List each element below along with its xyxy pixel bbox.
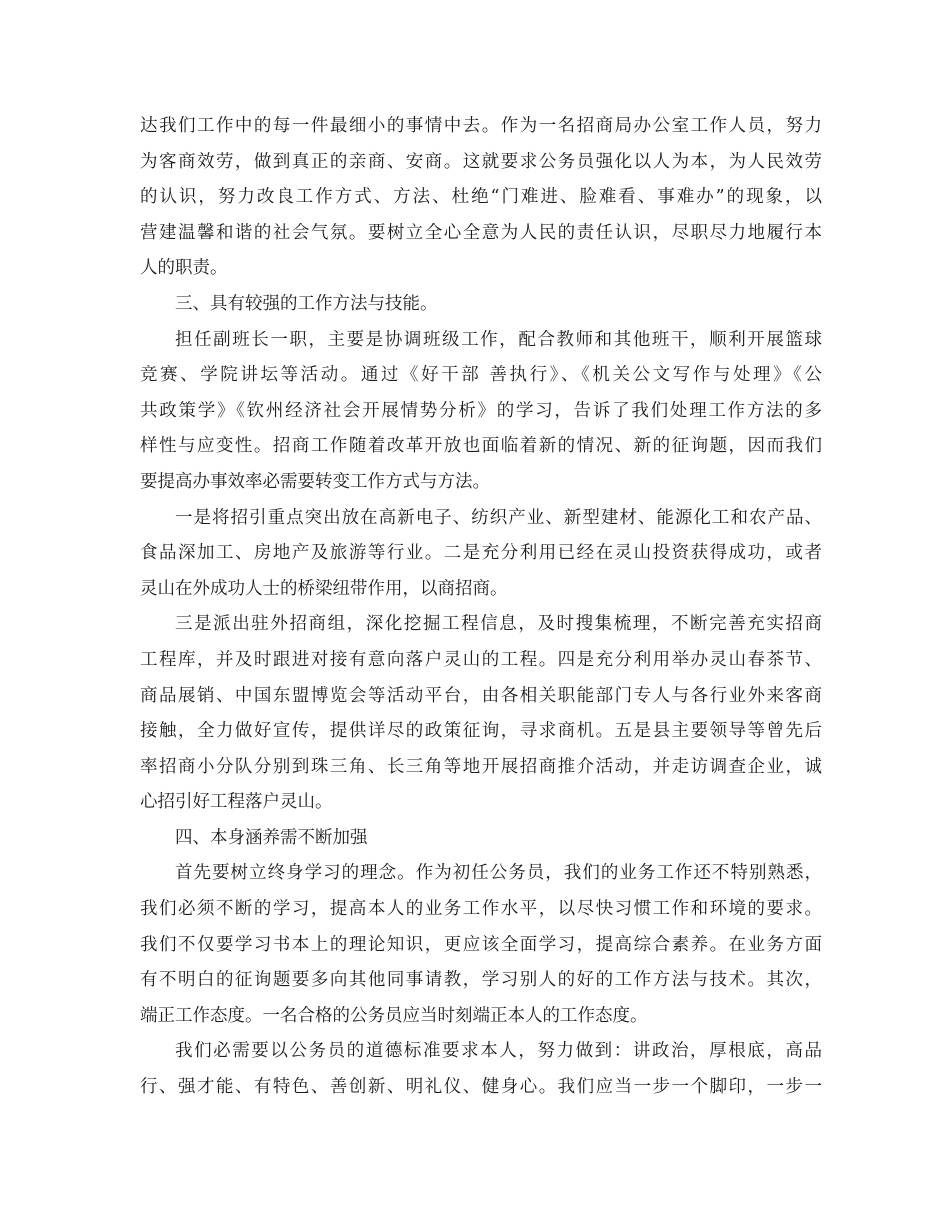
text-line: 工程库，并及时跟进对接有意向落户灵山的工程。四是充分利用举办灵山春茶节、 [140,649,822,670]
text-line: 有不明白的征询题要多向其他同事请教，学习别人的好的工作方法与技术。其次， [140,970,822,991]
text-line: 首先要树立终身学习的理念。作为初任公务员，我们的业务工作还不特别熟悉， [175,863,822,884]
text-line: 为客商效劳，做到真正的亲商、安商。这就要求公务员强化以人为本，为人民效劳 [140,151,822,172]
text-line: 我们必需要以公务员的道德标准要求本人，努力做到：讲政治，厚根底，高品 [175,1041,822,1062]
text-line: 人的职责。 [140,258,228,279]
text-line: 三是派出驻外招商组，深化挖掘工程信息，及时搜集梳理，不断完善充实招商 [175,614,822,635]
text-line: 行、强才能、有特色、善创新、明礼仪、健身心。我们应当一步一个脚印，一步一 [140,1077,822,1098]
text-line: 达我们工作中的每一件最细小的事情中去。作为一名招商局办公室工作人员，努力 [140,116,822,136]
text-line: 样性与应变性。招商工作随着改革开放也面临着新的情况、新的征询题，因而我们 [140,436,822,457]
text-line: 我们不仅要学习书本上的理论知识，更应该全面学习，提高综合素养。在业务方面 [140,934,822,955]
text-line: 接触，全力做好宣传，提供详尽的政策征询，寻求商机。五是县主要领导等曾先后 [140,721,822,742]
text-line: 担任副班长一职，主要是协调班级工作，配合教师和其他班干，顺利开展篮球 [175,329,822,350]
text-line: 一是将招引重点突出放在高新电子、纺织产业、新型建材、能源化工和农产品、 [175,507,822,528]
text-line: 四、本身涵养需不断加强 [175,827,368,848]
text-line: 心招引好工程落户灵山。 [140,792,333,813]
text-line: 营建温馨和谐的社会气氛。要树立全心全意为人民的责任认识，尽职尽力地履行本 [140,222,822,243]
text-line: 共政策学》《钦州经济社会开展情势分析》的学习，告诉了我们处理工作方法的多 [140,400,822,421]
text-line: 灵山在外成功人士的桥梁纽带作用，以商招商。 [140,578,508,599]
text-line: 三、具有较强的工作方法与技能。 [175,293,438,314]
text-line: 我们必须不断的学习，提高本人的业务工作水平，以尽快习惯工作和环境的要求。 [140,899,822,920]
text-line: 竞赛、学院讲坛等活动。通过《好干部 善执行》、《机关公文写作与处理》《公 [140,365,822,386]
text-line: 率招商小分队分别到珠三角、长三角等地开展招商推介活动，并走访调查企业，诚 [140,756,822,777]
text-line: 商品展销、中国东盟博览会等活动平台，由各相关职能部门专人与各行业外来客商 [140,685,822,706]
text-line: 端正工作态度。一名合格的公务员应当时刻端正本人的工作态度。 [140,1005,648,1026]
text-line: 要提高办事效率必需要转变工作方式与方法。 [140,471,490,492]
body-text [140,109,822,1106]
text-line: 食品深加工、房地产及旅游等行业。二是充分利用已经在灵山投资获得成功，或者 [140,543,822,564]
text-line: 的认识，努力改良工作方式、方法、杜绝“门难进、脸难看、事难办”的现象，以 [140,187,822,208]
